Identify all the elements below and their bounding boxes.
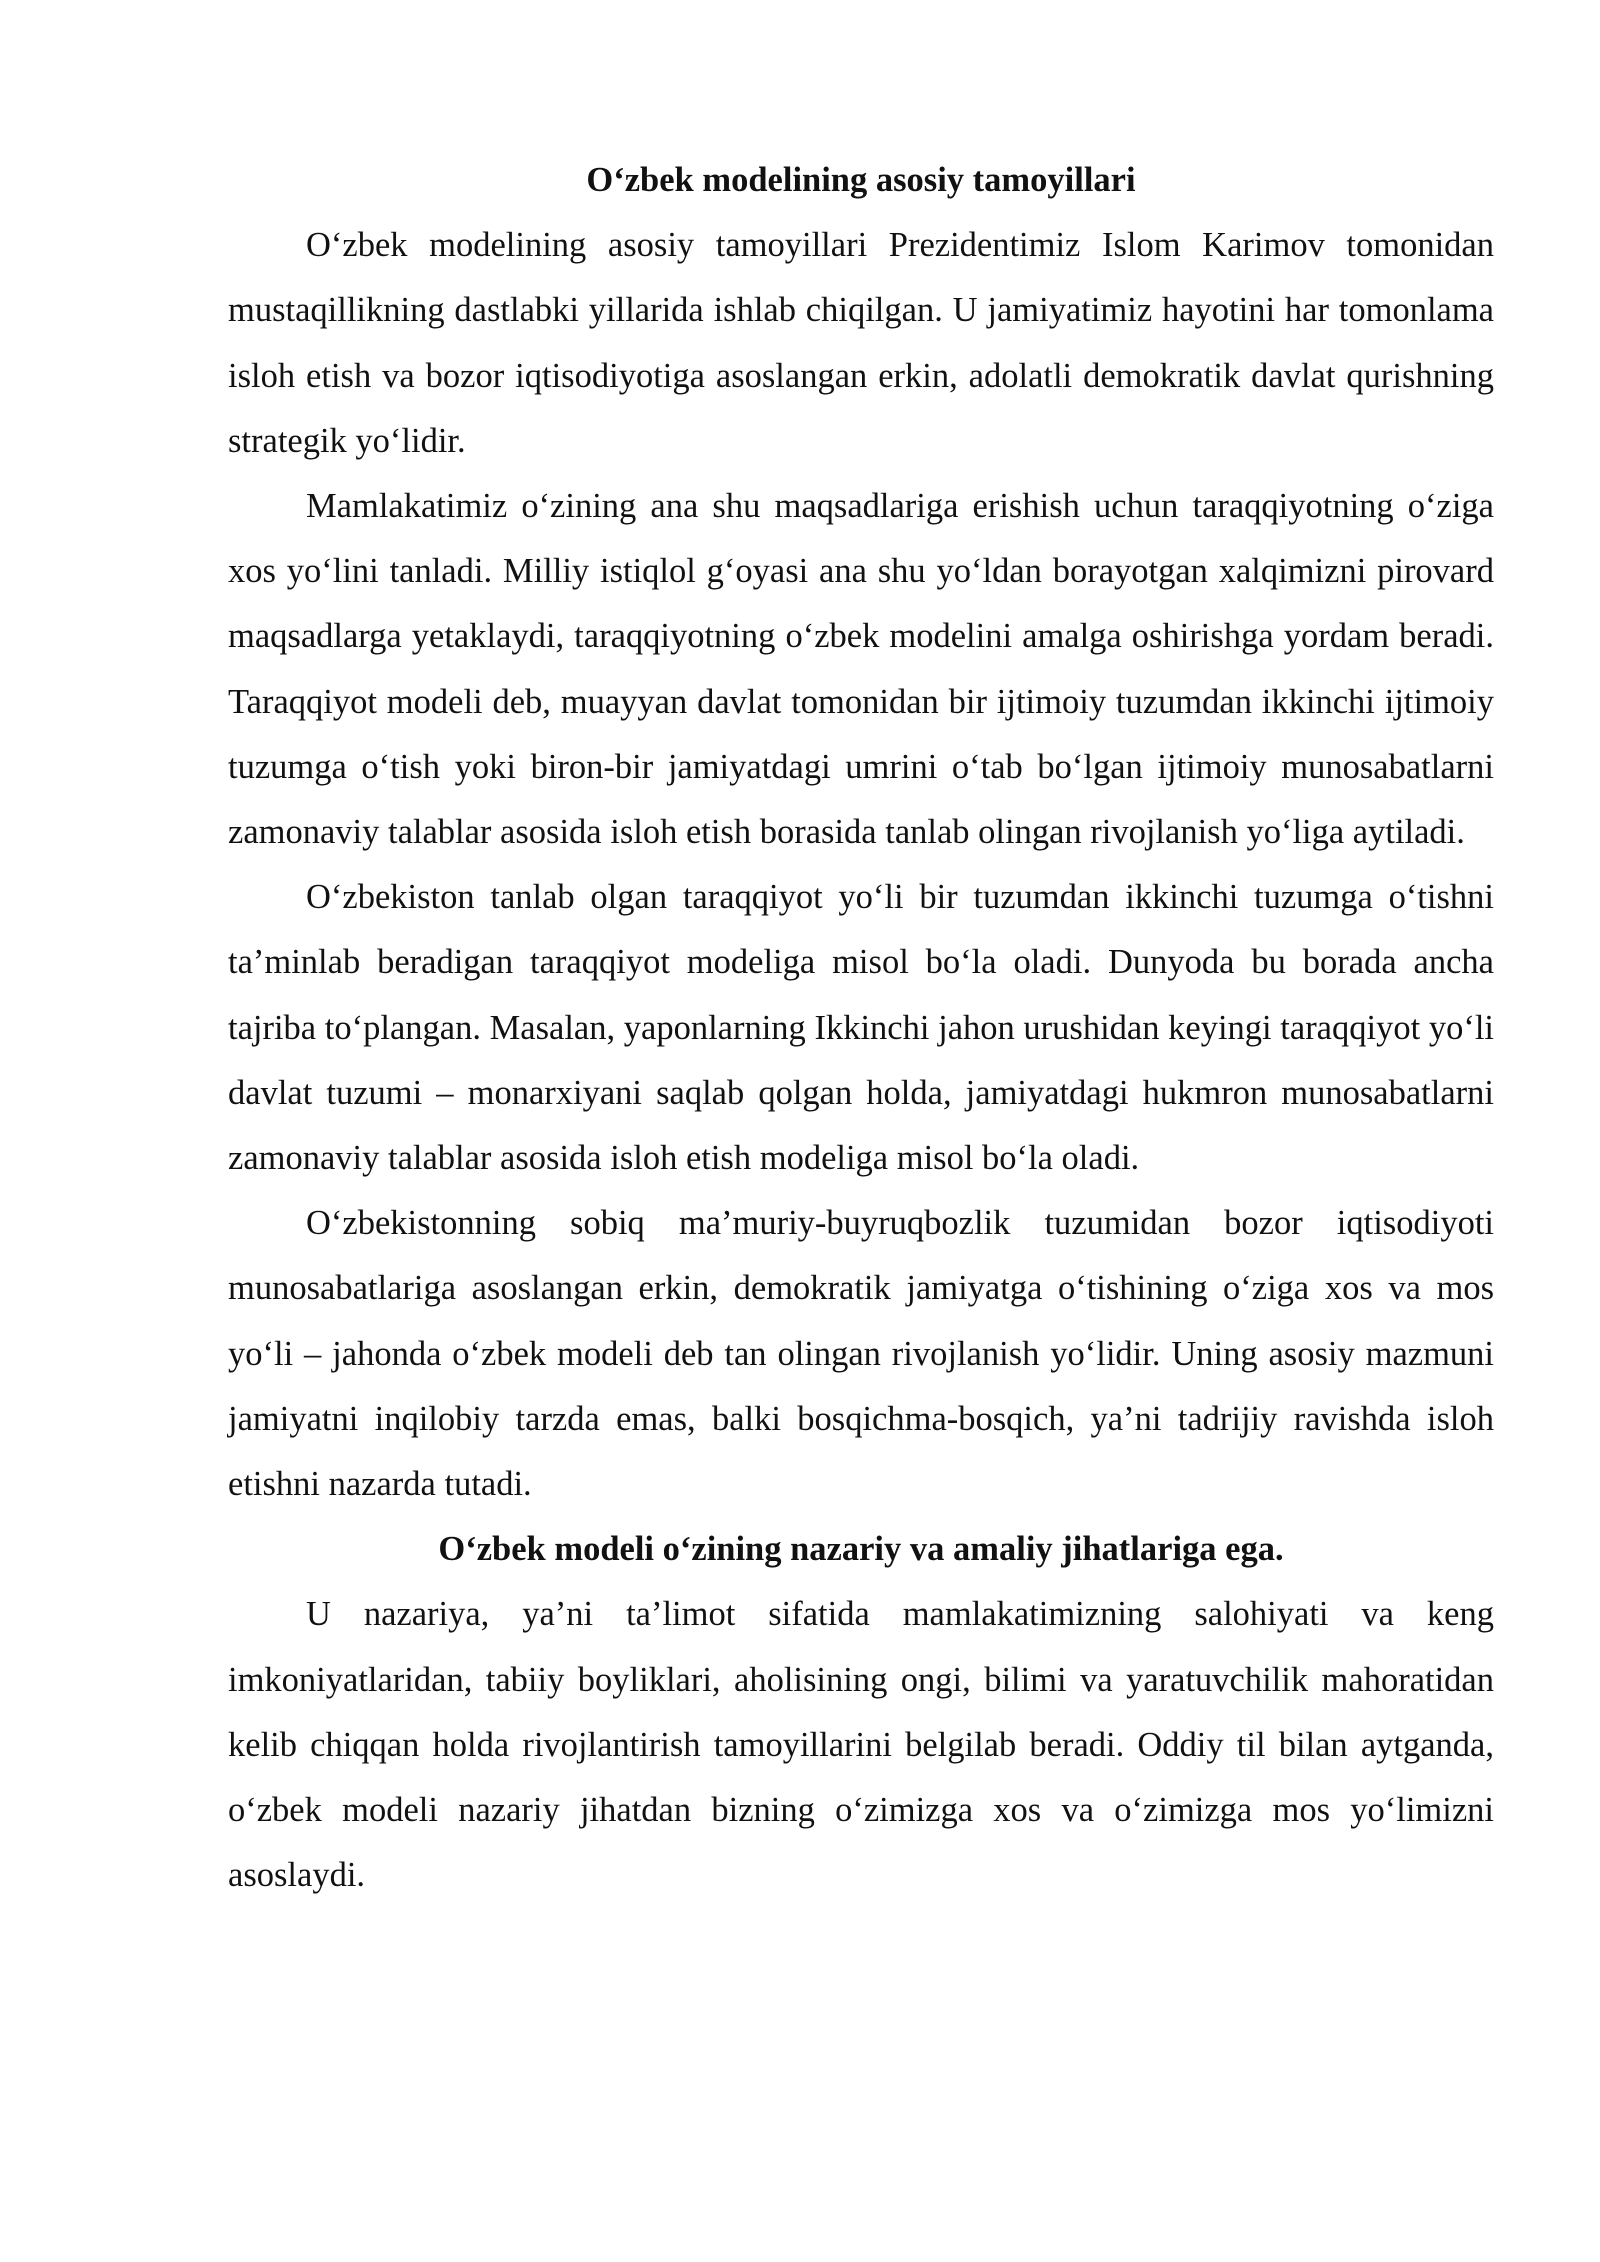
section-subheading: O‘zbek modeli o‘zining nazariy va amaliy jihatlariga ega. (438, 1530, 1284, 1569)
paragraph-5: U nazariya, ya’ni ta’limot sifatida mamlakatimizning salohiyati va keng imkoniyatlaridan, tabiiy boyliklari, aholisining ongi, bilimi va yaratuvchilik mahoratidan kelib chiqqan holda rivojlantirish tamoyillarini belgilab beradi. Oddiy til bilan aytganda, o‘zbek modeli nazariy jihatdan bizning o‘zimizga xos va o‘zimizga mos yo‘limizni asoslaydi. (228, 1595, 1494, 1895)
document-page (228, 148, 1494, 1908)
document-title: O‘zbek modelining asosiy tamoyillari (586, 161, 1136, 199)
paragraph-2: Mamlakatimiz o‘zining ana shu maqsadlariga erishish uchun taraqqiyotning o‘ziga xos yo‘lini tanladi. Milliy istiqlol g‘oyasi ana shu yo‘ldan borayotgan xalqimizni pirovard maqsadlarga yetaklaydi, taraqqiyotning o‘zbek modelini amalga oshirishga yordam beradi. Taraqqiyot modeli deb, muayyan davlat tomonidan bir ijtimoiy tuzumdan ikkinchi ijtimoiy tuzumga o‘tish yoki biron-bir jamiyatdagi umrini o‘tab bo‘lgan ijtimoiy munosabatlarni zamonaviy talablar asosida isloh etish borasida tanlab olingan rivojlanish yo‘liga aytiladi. (228, 487, 1494, 852)
paragraph-1: O‘zbek modelining asosiy tamoyillari Prezidentimiz Islom Karimov tomonidan mustaqillikning dastlabki yillarida ishlab chiqilgan. U jamiyatimiz hayotini har tomonlama isloh etish va bozor iqtisodiyotiga asoslangan erkin, adolatli demokratik davlat qurishning strategik yo‘lidir. (228, 226, 1494, 460)
paragraph-3: O‘zbekiston tanlab olgan taraqqiyot yo‘li bir tuzumdan ikkinchi tuzumga o‘tishni ta’minlab beradigan taraqqiyot modeliga misol bo‘la oladi. Dunyoda bu borada ancha tajriba to‘plangan. Masalan, yaponlarning Ikkinchi jahon urushidan keyingi taraqqiyot yo‘li davlat tuzumi – monarxiyani saqlab qolgan holda, jamiyatdagi hukmron munosabatlarni zamonaviy talablar asosida isloh etish modeliga misol bo‘la oladi. (228, 878, 1494, 1178)
paragraph-4: O‘zbekistonning sobiq ma’muriy-buyruqbozlik tuzumidan bozor iqtisodiyoti munosabatlariga asoslangan erkin, demokratik jamiyatga o‘tishining o‘ziga xos va mos yo‘li – jahonda o‘zbek modeli deb tan olingan rivojlanish yo‘lidir. Uning asosiy mazmuni jamiyatni inqilobiy tarzda emas, balki bosqichma-bosqich, ya’ni tadrijiy ravishda isloh etishni nazarda tutadi. (228, 1204, 1494, 1504)
